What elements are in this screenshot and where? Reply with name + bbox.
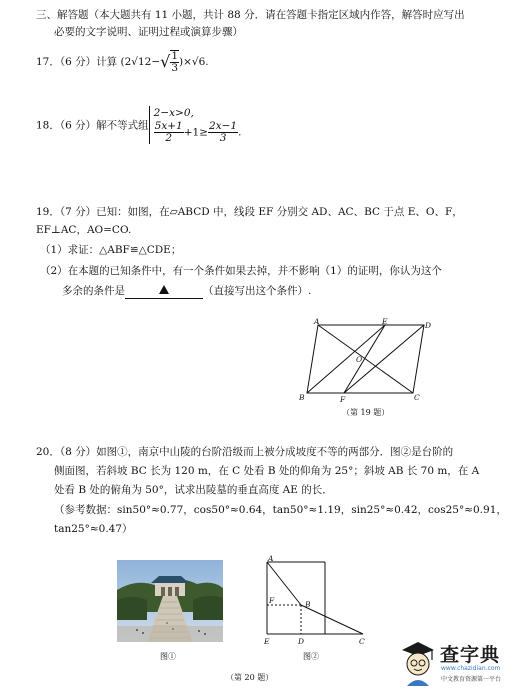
label-d: D <box>425 321 432 330</box>
triangle-icon <box>159 285 169 294</box>
question-17 <box>36 50 209 74</box>
label-b: B <box>299 393 305 402</box>
q19-part-2b-pre: 多余的条件是 <box>62 285 125 297</box>
label-e: E <box>382 318 388 326</box>
mausoleum-photo <box>117 560 223 642</box>
fig1-caption: 图① <box>160 652 176 661</box>
q20-caption: （第 20 题） <box>226 673 274 682</box>
segment-ef <box>344 325 385 393</box>
q20-line-3: 处看 B 处的俯角为 50°，试求出陵墓的垂直高度 AE 的长． <box>54 484 333 496</box>
q19-part-1: （1）求证：△ABF≌△CDE； <box>40 244 182 256</box>
q18-system <box>149 106 242 144</box>
label-a: A <box>314 318 320 326</box>
q19-part-2: （2）在本题的已知条件中，有一个条件如果去掉，并不影响（1）的证明，你认为这个 <box>40 265 442 277</box>
q20-line-5: tan25°≈0.47） <box>54 523 133 535</box>
label-c2: C <box>359 637 365 646</box>
label-a2: A <box>268 554 274 563</box>
segment-be <box>307 325 385 393</box>
mascot-icon <box>398 636 438 688</box>
question-18 <box>36 106 241 144</box>
label-f2: F <box>269 596 275 605</box>
label-e2: E <box>264 637 270 646</box>
q19-part-2b-post: （直接写出这个条件）. <box>203 285 312 297</box>
q18-ineq-1: 2−x>0, <box>153 107 194 119</box>
q19-part-2b <box>62 284 311 300</box>
q20-line-4: （参考数据：sin50°≈0.77，cos50°≈0.64，tan50°≈1.19，sin25°≈0.42，cos25°≈0.91， <box>54 504 507 516</box>
q19-line-1: 19．（7 分）已知：如图，在▱ABCD 中，线段 EF 分别交 AD、AC、BC 于点 E、O、F， <box>36 206 463 218</box>
logo-title: 查字典 <box>440 644 501 666</box>
logo-url: www.chazidian.com <box>441 665 501 672</box>
q17-label: 17．（6 分）计算 <box>36 56 118 68</box>
label-f: F <box>340 395 346 404</box>
label-b2: B <box>305 600 311 609</box>
q19-line-2: EF⊥AC，AO=CO. <box>36 224 132 236</box>
logo-tagline: 中文教育资源第一平台 <box>441 676 502 683</box>
section-heading: 三、解答题（本大题共有 11 小题，共计 88 分．请在答题卡指定区域内作答，解答时应写出 <box>36 9 465 21</box>
answer-blank <box>125 283 203 299</box>
q17-fraction: $\frac{1}{3}$ <box>171 50 179 74</box>
q19-figure <box>296 318 436 422</box>
q18-label: 18．（6 分）解不等式组 <box>36 119 149 132</box>
label-o: O <box>356 355 363 364</box>
chazidian-logo <box>398 632 522 690</box>
q18-ineq-2: $\frac{5x+1}{2}$ +1≥ $\frac{2x-1}{3}$ . <box>154 120 242 144</box>
fig2-caption: 图② <box>303 652 319 661</box>
section-heading-cont: 必要的文字说明、证明过程或演算步骤） <box>54 26 243 38</box>
label-c: C <box>414 393 420 402</box>
q17-expr-a: (2√12− <box>120 56 161 68</box>
q20-figure <box>255 552 375 652</box>
label-d2: D <box>298 637 305 646</box>
q17-sqrt-frac: √ $\frac{1}{3}$ <box>160 50 179 74</box>
q20-line-1: 20．（8 分）如图①，南京中山陵的台阶沿级而上被分成坡度不等的两部分．图②是台阶的 <box>36 446 454 458</box>
diagonal-ac <box>318 325 413 393</box>
slope-bc <box>301 605 363 634</box>
q17-expr-b: )×√6. <box>179 56 209 68</box>
q19-caption: （第 19 题） <box>342 408 390 417</box>
q20-line-2: 侧面图，若斜坡 BC 长为 120 m，在 C 处看 B 处的仰角为 25°；斜坡 AB 长 70 m，在 A <box>54 465 480 477</box>
